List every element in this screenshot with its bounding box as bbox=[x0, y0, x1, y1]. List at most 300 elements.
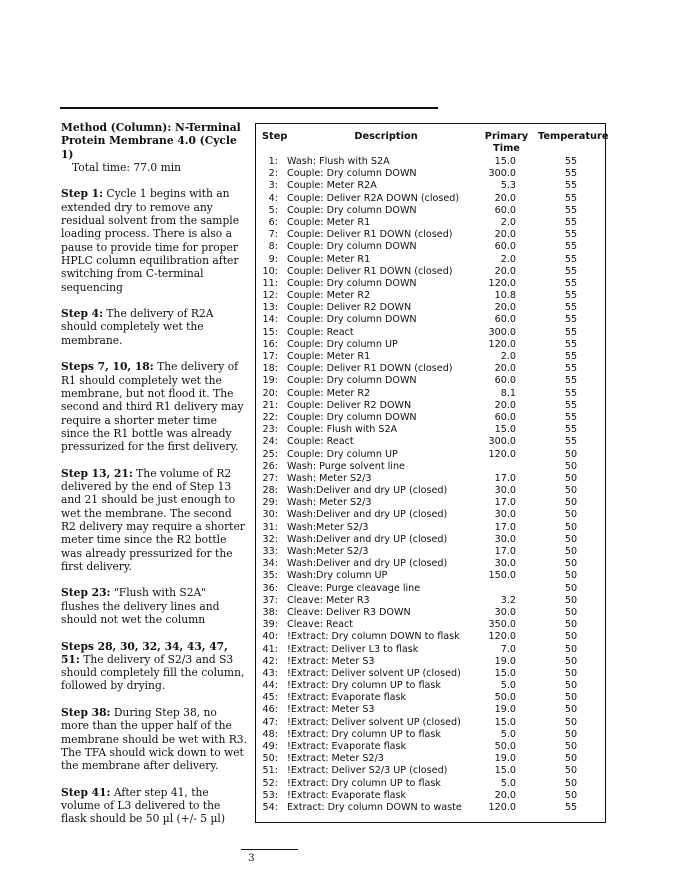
step-primary-time: 60.0 bbox=[494, 375, 516, 387]
note-paragraph bbox=[61, 187, 247, 293]
step-primary-time: 15.0 bbox=[494, 424, 516, 436]
step-description: Couple: Meter R2 bbox=[287, 290, 371, 302]
step-description: Wash: Meter S2/3 bbox=[287, 497, 372, 509]
header-primary-time bbox=[484, 131, 529, 155]
footer-rule bbox=[241, 849, 298, 850]
step-description: Couple: Deliver R1 DOWN (closed) bbox=[287, 229, 453, 241]
step-number: 45: bbox=[262, 692, 278, 704]
step-primary-time: 300.0 bbox=[488, 168, 516, 180]
step-description: Couple: Meter R2 bbox=[287, 387, 371, 399]
step-description: Couple: Deliver R1 DOWN (closed) bbox=[287, 363, 453, 375]
step-number: 26: bbox=[262, 460, 278, 472]
step-description: Couple: Meter R2A bbox=[287, 180, 377, 192]
step-temperature: 50 bbox=[564, 582, 578, 594]
table-row bbox=[256, 619, 605, 631]
step-number: 27: bbox=[262, 472, 278, 484]
step-description: Wash:Meter S2/3 bbox=[287, 521, 369, 533]
step-description: Cleave: Meter R3 bbox=[287, 594, 370, 606]
table-row bbox=[256, 363, 605, 375]
method-title-line2: Protein Membrane 4.0 (Cycle 1) bbox=[61, 134, 237, 161]
table-row bbox=[256, 546, 605, 558]
step-temperature: 50 bbox=[564, 667, 578, 679]
step-description: Couple: Meter R1 bbox=[287, 216, 371, 228]
step-temperature: 50 bbox=[564, 655, 578, 667]
step-primary-time: 120.0 bbox=[488, 277, 516, 289]
note-label: Step 23: bbox=[61, 586, 111, 600]
step-primary-time: 20.0 bbox=[494, 399, 516, 411]
step-number: 36: bbox=[262, 582, 278, 594]
step-primary-time: 5.0 bbox=[500, 777, 516, 789]
step-number: 37: bbox=[262, 594, 278, 606]
step-temperature: 55 bbox=[564, 314, 578, 326]
table-row bbox=[256, 644, 605, 656]
step-number: 23: bbox=[262, 424, 278, 436]
table-row bbox=[256, 680, 605, 692]
step-primary-time: 17.0 bbox=[494, 546, 516, 557]
step-number: 32: bbox=[262, 533, 278, 545]
note-text: The delivery of R1 should completely wet the membrane, but not flood it. The second and third R1 delivery may require a shorter meter time since the R1 bottle was already pressurized for the first delivery. bbox=[61, 360, 244, 454]
step-primary-time: 15.0 bbox=[494, 716, 516, 728]
step-description: !Extract: Dry column DOWN to flask bbox=[287, 631, 460, 643]
step-temperature: 50 bbox=[564, 509, 578, 521]
step-description: Wash: Flush with S2A bbox=[287, 156, 390, 167]
step-primary-time: 120.0 bbox=[488, 448, 516, 460]
step-number: 2: bbox=[268, 168, 278, 180]
step-description: Wash:Meter S2/3 bbox=[287, 546, 369, 557]
step-number: 5: bbox=[268, 204, 278, 216]
note-paragraph bbox=[61, 586, 247, 626]
table-row bbox=[256, 388, 605, 400]
step-description: !Extract: Evaporate flask bbox=[287, 741, 407, 752]
step-number: 34: bbox=[262, 558, 278, 570]
table-row bbox=[256, 583, 605, 595]
step-temperature: 50 bbox=[564, 789, 578, 801]
table-row bbox=[256, 375, 605, 387]
step-temperature: 55 bbox=[564, 241, 578, 253]
step-number: 14: bbox=[262, 314, 278, 326]
step-primary-time: 20.0 bbox=[494, 302, 516, 314]
step-description: Couple: Dry column UP bbox=[287, 338, 398, 350]
note-paragraph bbox=[61, 640, 247, 693]
step-primary-time: 20.0 bbox=[494, 363, 516, 375]
step-description: Couple: Flush with S2A bbox=[287, 424, 398, 436]
step-temperature: 55 bbox=[564, 387, 578, 399]
step-primary-time: 120.0 bbox=[488, 631, 516, 643]
step-primary-time: 150.0 bbox=[488, 570, 516, 582]
step-number: 3: bbox=[268, 180, 278, 192]
note-text: During Step 38, no more than the upper half of the membrane should be wet with R3. The TFA should wick down to wet the membrane after delivery. bbox=[61, 706, 247, 773]
table-row bbox=[256, 522, 605, 534]
step-primary-time: 17.0 bbox=[494, 521, 516, 533]
table-row bbox=[256, 778, 605, 790]
step-primary-time: 2.0 bbox=[500, 351, 516, 362]
step-number: 6: bbox=[268, 216, 278, 228]
step-temperature: 50 bbox=[564, 460, 578, 472]
table-row bbox=[256, 668, 605, 680]
table-row bbox=[256, 229, 605, 241]
step-number: 16: bbox=[262, 338, 278, 350]
header-description: Description bbox=[354, 131, 418, 142]
step-description: Couple: Dry column DOWN bbox=[287, 168, 417, 180]
step-description: !Extract: Dry column UP to flask bbox=[287, 728, 441, 740]
table-row bbox=[256, 692, 605, 704]
method-steps-table bbox=[255, 123, 609, 823]
step-temperature: 55 bbox=[564, 436, 578, 448]
step-temperature: 50 bbox=[564, 497, 578, 509]
table-row bbox=[256, 302, 605, 314]
step-number: 20: bbox=[262, 387, 278, 399]
step-number: 33: bbox=[262, 546, 278, 557]
step-number: 50: bbox=[262, 753, 278, 765]
step-number: 53: bbox=[262, 789, 278, 801]
step-primary-time: 350.0 bbox=[488, 619, 516, 631]
table-row bbox=[256, 802, 605, 814]
table-row bbox=[256, 156, 605, 168]
note-paragraph bbox=[61, 706, 247, 772]
step-description: Wash: Meter S2/3 bbox=[287, 472, 372, 484]
step-primary-time: 60.0 bbox=[494, 411, 516, 423]
step-description: !Extract: Meter S3 bbox=[287, 655, 375, 667]
step-primary-time: 2.0 bbox=[500, 216, 516, 228]
step-primary-time: 15.0 bbox=[494, 765, 516, 777]
step-temperature: 55 bbox=[564, 290, 578, 302]
step-temperature: 55 bbox=[564, 399, 578, 411]
step-number: 21: bbox=[262, 399, 278, 411]
table-row bbox=[256, 168, 605, 180]
step-temperature: 50 bbox=[564, 472, 578, 484]
step-primary-time: 60.0 bbox=[494, 241, 516, 253]
step-primary-time: 20.0 bbox=[494, 192, 516, 204]
step-description: !Extract: Deliver L3 to flask bbox=[287, 643, 419, 655]
header-step: Step bbox=[262, 131, 288, 142]
step-temperature: 50 bbox=[564, 533, 578, 545]
step-primary-time: 19.0 bbox=[494, 753, 516, 765]
header-temperature: Temperature bbox=[538, 131, 609, 142]
note-text: "Flush with S2A" flushes the delivery lines and should not wet the column bbox=[61, 586, 220, 626]
step-temperature: 55 bbox=[564, 253, 578, 265]
note-label: Steps 7, 10, 18: bbox=[61, 360, 154, 374]
step-primary-time: 15.0 bbox=[494, 667, 516, 679]
step-number: 24: bbox=[262, 436, 278, 448]
step-temperature: 50 bbox=[564, 741, 578, 752]
step-temperature: 50 bbox=[564, 704, 578, 716]
step-temperature: 55 bbox=[564, 363, 578, 375]
table-row bbox=[256, 193, 605, 205]
step-temperature: 50 bbox=[564, 692, 578, 704]
step-description: !Extract: Dry column UP to flask bbox=[287, 680, 441, 692]
table-row bbox=[256, 570, 605, 582]
step-number: 47: bbox=[262, 716, 278, 728]
step-primary-time: 60.0 bbox=[494, 314, 516, 326]
step-primary-time: 120.0 bbox=[488, 801, 516, 813]
step-temperature: 50 bbox=[564, 777, 578, 789]
table-row bbox=[256, 717, 605, 729]
table-row bbox=[256, 290, 605, 302]
step-number: 13: bbox=[262, 302, 278, 314]
table-row bbox=[256, 558, 605, 570]
step-description: Wash:Deliver and dry UP (closed) bbox=[287, 485, 448, 497]
note-label: Step 4: bbox=[61, 307, 104, 321]
step-description: !Extract: Deliver solvent UP (closed) bbox=[287, 716, 461, 728]
step-temperature: 55 bbox=[564, 216, 578, 228]
notes-list bbox=[61, 187, 247, 825]
step-primary-time: 30.0 bbox=[494, 606, 516, 618]
step-number: 29: bbox=[262, 497, 278, 509]
step-temperature: 55 bbox=[564, 229, 578, 241]
step-primary-time: 50.0 bbox=[494, 741, 516, 752]
step-primary-time: 30.0 bbox=[494, 485, 516, 497]
step-primary-time: 60.0 bbox=[494, 204, 516, 216]
step-primary-time: 20.0 bbox=[494, 789, 516, 801]
step-temperature: 55 bbox=[564, 351, 578, 362]
step-number: 44: bbox=[262, 680, 278, 692]
table-row bbox=[256, 753, 605, 765]
step-description: Couple: Meter R1 bbox=[287, 351, 371, 362]
step-number: 49: bbox=[262, 741, 278, 752]
step-number: 52: bbox=[262, 777, 278, 789]
total-time: Total time: 77.0 min bbox=[72, 160, 182, 174]
step-primary-time: 17.0 bbox=[494, 497, 516, 509]
step-temperature: 50 bbox=[564, 619, 578, 631]
table-row bbox=[256, 254, 605, 266]
note-label: Steps 28, 30, 32, 34, 43, 47, 51: bbox=[61, 639, 228, 666]
step-temperature: 50 bbox=[564, 631, 578, 643]
step-primary-time: 7.0 bbox=[500, 643, 516, 655]
step-number: 18: bbox=[262, 363, 278, 375]
note-paragraph bbox=[61, 360, 247, 453]
step-number: 28: bbox=[262, 485, 278, 497]
step-description: !Extract: Dry column UP to flask bbox=[287, 777, 441, 789]
step-temperature: 50 bbox=[564, 546, 578, 557]
step-description: Couple: React bbox=[287, 436, 354, 448]
step-description: Couple: Meter R1 bbox=[287, 253, 371, 265]
step-temperature: 50 bbox=[564, 753, 578, 765]
step-temperature: 50 bbox=[564, 716, 578, 728]
note-text: The delivery of S2/3 and S3 should completely fill the column, followed by drying. bbox=[61, 652, 245, 693]
step-description: Couple: Dry column DOWN bbox=[287, 411, 417, 423]
step-temperature: 50 bbox=[564, 521, 578, 533]
step-number: 43: bbox=[262, 667, 278, 679]
step-primary-time: 30.0 bbox=[494, 533, 516, 545]
table-row bbox=[256, 339, 605, 351]
table-row bbox=[256, 180, 605, 192]
step-primary-time: 30.0 bbox=[494, 558, 516, 570]
step-primary-time: 8.1 bbox=[500, 387, 516, 399]
table-row bbox=[256, 509, 605, 521]
step-description: Wash: Purge solvent line bbox=[287, 460, 405, 472]
page-number: 3 bbox=[248, 852, 255, 864]
step-number: 1: bbox=[268, 156, 278, 167]
step-description: Cleave: React bbox=[287, 619, 354, 631]
table-row bbox=[256, 351, 605, 363]
step-number: 19: bbox=[262, 375, 278, 387]
method-title-line1: Method (Column): N-Terminal bbox=[61, 121, 241, 134]
step-number: 11: bbox=[262, 277, 278, 289]
table-body bbox=[256, 156, 605, 814]
table-row bbox=[256, 241, 605, 253]
step-description: Couple: Deliver R1 DOWN (closed) bbox=[287, 265, 453, 277]
table-row bbox=[256, 412, 605, 424]
step-number: 39: bbox=[262, 619, 278, 631]
table-row bbox=[256, 631, 605, 643]
step-primary-time: 20.0 bbox=[494, 265, 516, 277]
step-temperature: 55 bbox=[564, 302, 578, 314]
step-number: 54: bbox=[262, 801, 278, 813]
step-description: !Extract: Evaporate flask bbox=[287, 789, 407, 801]
table-row bbox=[256, 656, 605, 668]
step-temperature: 55 bbox=[564, 265, 578, 277]
method-notes bbox=[61, 121, 247, 839]
step-temperature: 55 bbox=[564, 338, 578, 350]
step-number: 51: bbox=[262, 765, 278, 777]
step-primary-time: 30.0 bbox=[494, 509, 516, 521]
step-temperature: 50 bbox=[564, 728, 578, 740]
step-description: Couple: Dry column DOWN bbox=[287, 375, 417, 387]
note-text: The delivery of R2A should completely wet the membrane. bbox=[61, 307, 214, 347]
step-primary-time: 300.0 bbox=[488, 326, 516, 338]
step-temperature: 50 bbox=[564, 594, 578, 606]
note-paragraph bbox=[61, 307, 247, 347]
step-temperature: 55 bbox=[564, 326, 578, 338]
step-number: 35: bbox=[262, 570, 278, 582]
step-temperature: 50 bbox=[564, 448, 578, 460]
note-label: Step 13, 21: bbox=[61, 466, 133, 480]
step-primary-time: 19.0 bbox=[494, 655, 516, 667]
step-description: Cleave: Deliver R3 DOWN bbox=[287, 606, 411, 618]
step-temperature: 50 bbox=[564, 558, 578, 570]
step-primary-time: 17.0 bbox=[494, 472, 516, 484]
step-primary-time: 19.0 bbox=[494, 704, 516, 716]
step-temperature: 50 bbox=[564, 485, 578, 497]
table-row bbox=[256, 765, 605, 777]
step-primary-time: 3.2 bbox=[500, 594, 516, 606]
step-primary-time: 5.3 bbox=[500, 180, 516, 192]
table-row bbox=[256, 729, 605, 741]
step-temperature: 55 bbox=[564, 192, 578, 204]
step-number: 4: bbox=[268, 192, 278, 204]
step-number: 46: bbox=[262, 704, 278, 716]
step-description: Extract: Dry column DOWN to waste bbox=[287, 801, 462, 813]
step-temperature: 55 bbox=[564, 277, 578, 289]
step-primary-time: 50.0 bbox=[494, 692, 516, 704]
step-temperature: 55 bbox=[564, 424, 578, 436]
step-temperature: 50 bbox=[564, 606, 578, 618]
step-primary-time: 2.0 bbox=[500, 253, 516, 265]
step-description: Wash:Deliver and dry UP (closed) bbox=[287, 558, 448, 570]
top-rule bbox=[60, 107, 438, 109]
step-number: 48: bbox=[262, 728, 278, 740]
step-description: Couple: Dry column DOWN bbox=[287, 277, 417, 289]
table-row bbox=[256, 436, 605, 448]
step-description: Couple: Deliver R2 DOWN bbox=[287, 302, 412, 314]
note-paragraph bbox=[61, 467, 247, 573]
step-temperature: 50 bbox=[564, 570, 578, 582]
step-primary-time: 5.0 bbox=[500, 680, 516, 692]
table-row bbox=[256, 266, 605, 278]
note-paragraph bbox=[61, 786, 247, 826]
table-row bbox=[256, 473, 605, 485]
table-row bbox=[256, 424, 605, 436]
header-time-line2: Time bbox=[493, 143, 520, 154]
note-label: Step 1: bbox=[61, 187, 104, 201]
step-number: 12: bbox=[262, 290, 278, 302]
table-row bbox=[256, 205, 605, 217]
step-description: Wash:Deliver and dry UP (closed) bbox=[287, 509, 448, 521]
table-row bbox=[256, 400, 605, 412]
step-temperature: 55 bbox=[564, 168, 578, 180]
step-number: 25: bbox=[262, 448, 278, 460]
step-description: Couple: Dry column UP bbox=[287, 448, 398, 460]
table-row bbox=[256, 595, 605, 607]
step-temperature: 50 bbox=[564, 643, 578, 655]
step-number: 41: bbox=[262, 643, 278, 655]
step-temperature: 55 bbox=[564, 204, 578, 216]
step-description: !Extract: Meter S2/3 bbox=[287, 753, 384, 765]
step-description: Wash:Dry column UP bbox=[287, 570, 388, 582]
table-row bbox=[256, 790, 605, 802]
table-row bbox=[256, 704, 605, 716]
step-primary-time: 15.0 bbox=[494, 156, 516, 167]
table-row bbox=[256, 449, 605, 461]
step-description: !Extract: Evaporate flask bbox=[287, 692, 407, 704]
step-description: Wash:Deliver and dry UP (closed) bbox=[287, 533, 448, 545]
step-description: Couple: Dry column DOWN bbox=[287, 241, 417, 253]
table-header bbox=[256, 131, 609, 157]
table-row bbox=[256, 607, 605, 619]
step-number: 15: bbox=[262, 326, 278, 338]
step-primary-time: 5.0 bbox=[500, 728, 516, 740]
step-primary-time: 120.0 bbox=[488, 338, 516, 350]
step-number: 31: bbox=[262, 521, 278, 533]
header-time-line1: Primary bbox=[484, 131, 529, 142]
step-temperature: 55 bbox=[564, 180, 578, 192]
note-label: Step 41: bbox=[61, 785, 111, 799]
note-text: After step 41, the volume of L3 delivered to the flask should be 50 µl (+/- 5 µl) bbox=[61, 785, 225, 826]
step-description: Couple: Dry column DOWN bbox=[287, 204, 417, 216]
step-primary-time: 10.8 bbox=[494, 290, 516, 302]
step-description: Cleave: Purge cleavage line bbox=[287, 582, 421, 594]
note-label: Step 38: bbox=[61, 706, 111, 720]
step-description: Couple: React bbox=[287, 326, 354, 338]
step-temperature: 55 bbox=[564, 375, 578, 387]
step-number: 17: bbox=[262, 351, 278, 362]
step-primary-time: 300.0 bbox=[488, 436, 516, 448]
step-description: Couple: Dry column DOWN bbox=[287, 314, 417, 326]
table-row bbox=[256, 278, 605, 290]
step-number: 40: bbox=[262, 631, 278, 643]
step-number: 9: bbox=[268, 253, 278, 265]
step-number: 30: bbox=[262, 509, 278, 521]
step-number: 22: bbox=[262, 411, 278, 423]
step-temperature: 50 bbox=[564, 680, 578, 692]
step-temperature: 55 bbox=[564, 411, 578, 423]
step-temperature: 55 bbox=[564, 156, 578, 167]
table-row bbox=[256, 497, 605, 509]
step-temperature: 55 bbox=[564, 801, 578, 813]
note-text: Cycle 1 begins with an extended dry to remove any residual solvent from the sample loading process. There is also a pause to provide time for proper HPLC column equilibration after switching from C-terminal sequencing bbox=[61, 187, 240, 294]
step-description: !Extract: Deliver S2/3 UP (closed) bbox=[287, 765, 448, 777]
table-row bbox=[256, 327, 605, 339]
step-description: Couple: Deliver R2 DOWN bbox=[287, 399, 412, 411]
step-description: !Extract: Meter S3 bbox=[287, 704, 375, 716]
step-number: 7: bbox=[268, 229, 278, 241]
step-description: !Extract: Deliver solvent UP (closed) bbox=[287, 667, 461, 679]
note-text: The volume of R2 delivered by the end of Step 13 and 21 should be just enough to wet the membrane. The second R2 delivery may require a shorter meter time since the R2 bottle was already pressurized for the first delivery. bbox=[61, 466, 245, 573]
table-row bbox=[256, 534, 605, 546]
step-primary-time: 20.0 bbox=[494, 229, 516, 241]
step-number: 10: bbox=[262, 265, 278, 277]
step-temperature: 50 bbox=[564, 765, 578, 777]
